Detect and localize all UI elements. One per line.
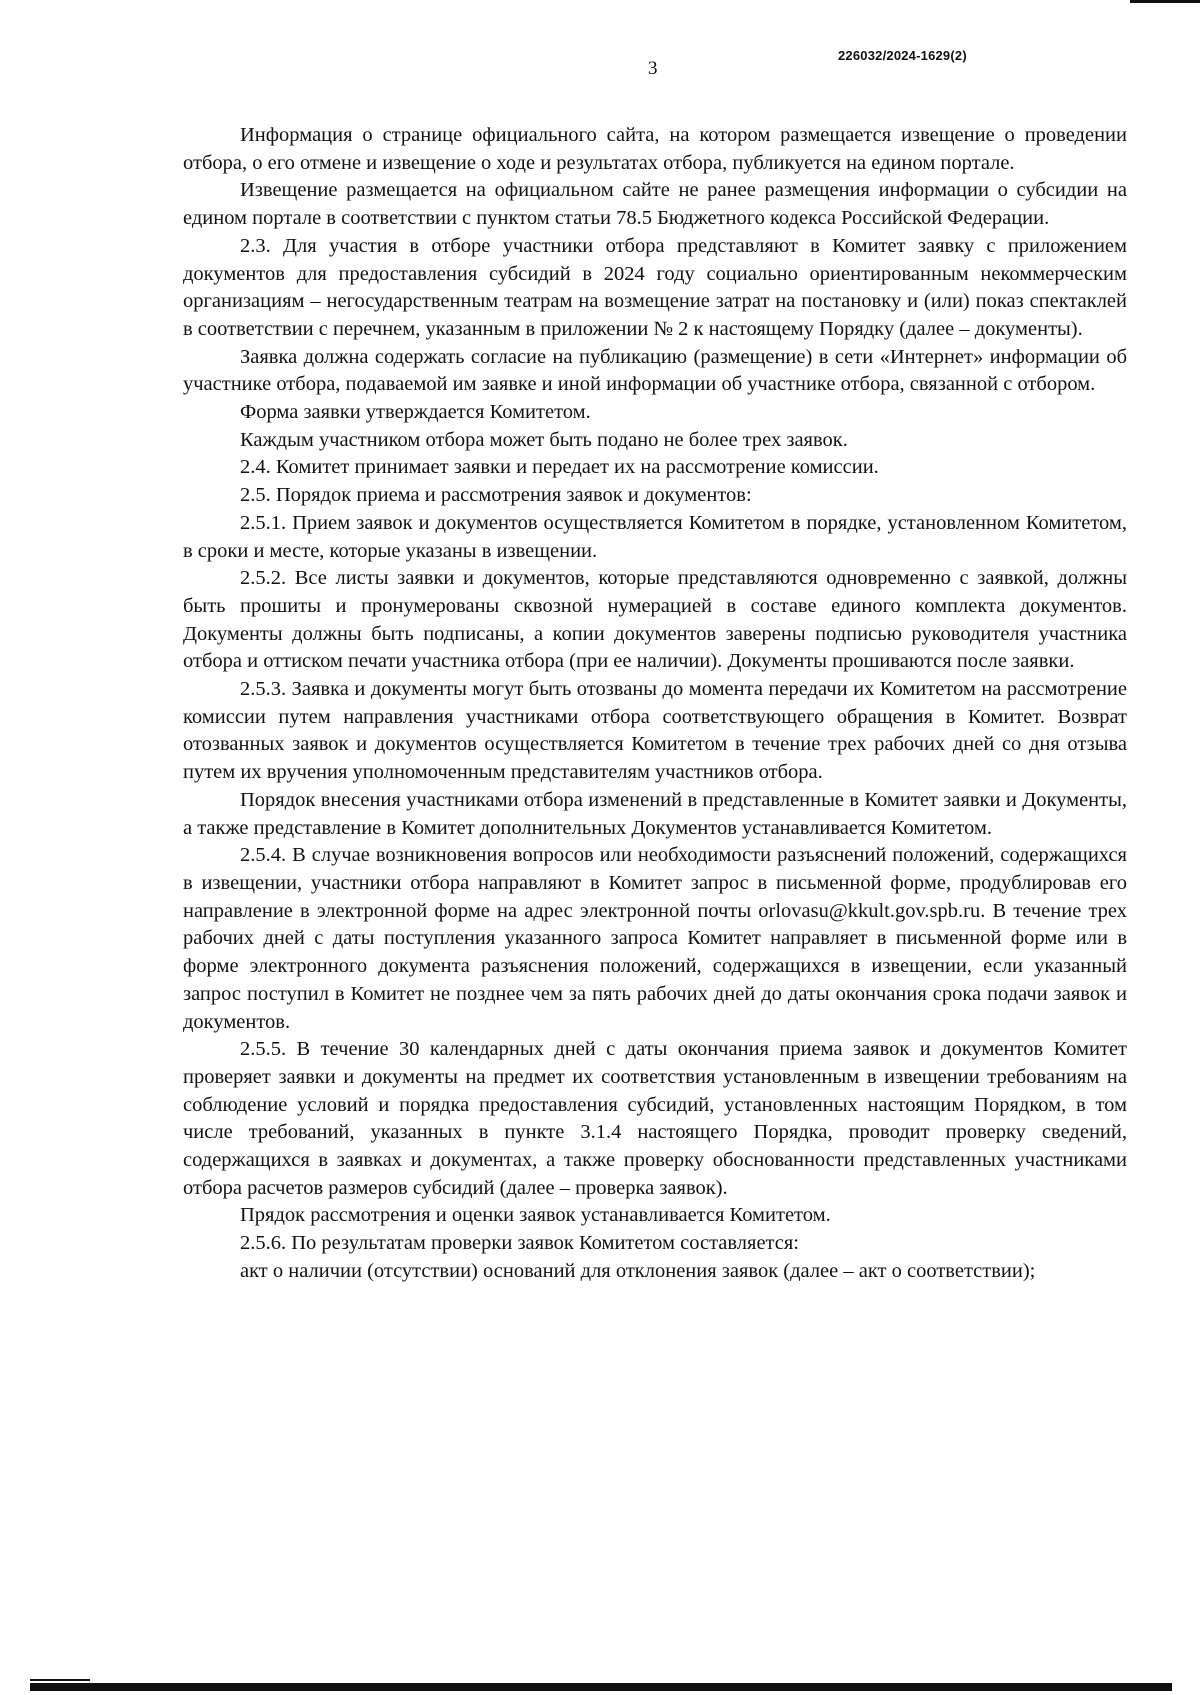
paragraph: 2.5.5. В течение 30 календарных дней с даты окончания приема заявок и документов Комитет проверяет заявки и документы на предмет их соответствия установленным в извещении требованиям на соблюдение условий и порядка предоставления субсидий, установленных настоящим Порядком, в том числе требований, указанных в пункте 3.1.4 настоящего Порядка, проводит проверку сведений, содержащихся в заявках и документах, а также проверку обоснованности представленных участниками отбора расчетов размеров субсидий (далее – проверка заявок). — [183, 1038, 1127, 1199]
paragraph: 2.5. Порядок приема и рассмотрения заявок и документов: — [240, 484, 752, 507]
paragraph: Порядок внесения участниками отбора изменений в представленные в Комитет заявки и Документы, а также представление в Комитет дополнительных Документов устанавливается Комитетом. — [183, 788, 1127, 839]
paragraph: 2.5.1. Прием заявок и документов осуществляется Комитетом в порядке, установленном Комитетом, в сроки и месте, которые указаны в извещении. — [183, 511, 1127, 562]
document-id: 226032/2024-1629(2) — [838, 48, 967, 63]
document-body — [183, 122, 1127, 1286]
paragraph: Извещение размещается на официальном сайте не ранее размещения информации о субсидии на едином портале в соответствии с пунктом статьи 78.5 Бюджетного кодекса Российской Федерации. — [183, 179, 1127, 230]
paragraph: 2.4. Комитет принимает заявки и передает их на рассмотрение комиссии. — [240, 456, 879, 479]
paragraph: 2.5.4. В случае возникновения вопросов или необходимости разъяснений положений, содержащихся в извещении, участники отбора направляют в Комитет запрос в письменной форме, продублировав его направление в электронной форме на адрес электронной почты orlovasu@kkult.gov.spb.ru. В течение трех рабочих дней с даты поступления указанного запроса Комитет направляет в письменной форме или в форме электронного документа разъяснения положений, содержащихся в извещении, если указанный запрос поступил в Комитет не позднее чем за пять рабочих дней до даты окончания срока подачи заявок и документов. — [183, 844, 1127, 1033]
paragraph: Каждым участником отбора может быть подано не более трех заявок. — [240, 428, 848, 451]
scan-bottom-edge-thin — [30, 1679, 90, 1681]
paragraph: 2.3. Для участия в отборе участники отбора представляют в Комитет заявку с приложением документов для предоставления субсидий в 2024 году социально ориентированным некоммерческим организациям – негосударственным театрам на возмещение затрат на постановку и (или) показ спектаклей в соответствии с перечнем, указанным в приложении № 2 к настоящему Порядку (далее – документы). — [183, 234, 1127, 340]
page-number: 3 — [648, 58, 658, 79]
paragraph: 2.5.3. Заявка и документы могут быть отозваны до момента передачи их Комитетом на рассмотрение комиссии путем направления участниками отбора соответствующего обращения в Комитет. Возврат отозванных заявок и документов осуществляется Комитетом в течение трех рабочих дней со дня отзыва путем их вручения уполномоченным представителям участников отбора. — [183, 678, 1127, 784]
paragraph: Прядок рассмотрения и оценки заявок устанавливается Комитетом. — [240, 1204, 831, 1227]
scan-bottom-edge — [30, 1683, 1172, 1691]
scan-edge-mark — [1130, 0, 1200, 3]
paragraph: Информация о странице официального сайта, на котором размещается извещение о проведении отбора, о его отмене и извещение о ходе и результатах отбора, публикуется на едином портале. — [183, 124, 1127, 174]
paragraph: Форма заявки утверждается Комитетом. — [240, 401, 591, 424]
paragraph: акт о наличии (отсутствии) оснований для отклонения заявок (далее – акт о соответствии); — [240, 1259, 1036, 1282]
paragraph: 2.5.6. По результатам проверки заявок Комитетом составляется: — [240, 1232, 799, 1255]
paragraph: 2.5.2. Все листы заявки и документов, которые представляются одновременно с заявкой, должны быть прошиты и пронумерованы сквозной нумерацией в составе единого комплекта документов. Документы должны быть подписаны, а копии документов заверены подписью руководителя участника отбора и оттиском печати участника отбора (при ее наличии). Документы прошиваются после заявки. — [183, 567, 1127, 673]
paragraph: Заявка должна содержать согласие на публикацию (размещение) в сети «Интернет» информации об участнике отбора, подаваемой им заявке и иной информации об участнике отбора, связанной с отбором. — [183, 345, 1127, 396]
